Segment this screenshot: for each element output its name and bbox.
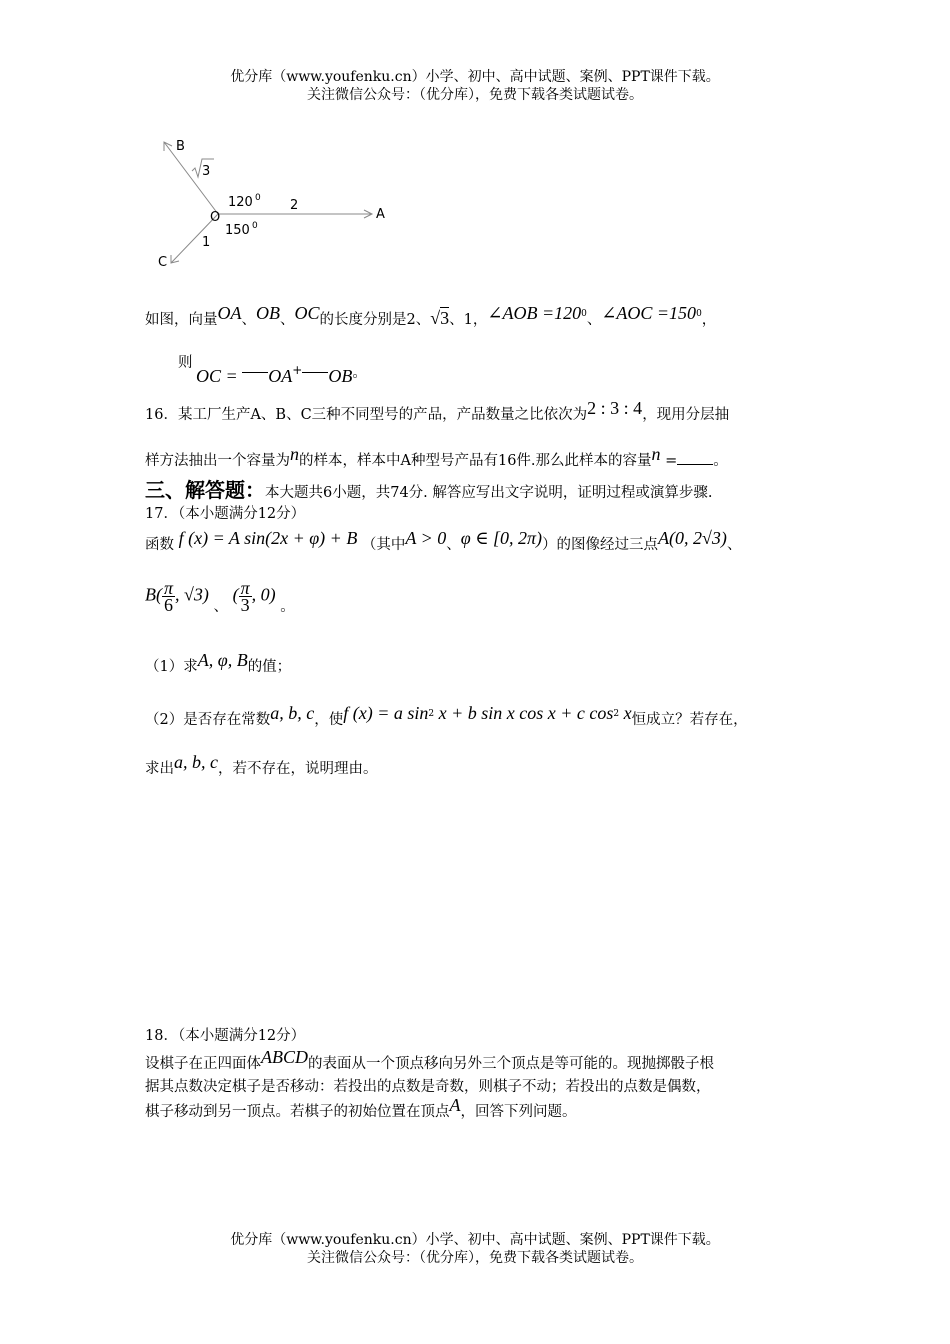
footer-line-2: 关注微信公众号：（优分库），免费下载各类试题试卷。 (307, 1250, 643, 1266)
label-150-sup: 0 (252, 221, 258, 231)
vector-diagram (140, 130, 410, 280)
q15-lengths: 的长度分别是2、 (319, 312, 431, 328)
angle-aoc-sup: 0 (696, 309, 702, 319)
eq-oc: OC = (196, 366, 238, 386)
q17-cond-a: （其中 (361, 537, 406, 553)
tetrahedron-abcd: ABCD (261, 1047, 308, 1067)
label-150: 150 (225, 223, 250, 238)
label-b: B (176, 139, 185, 154)
q17-part2-vars: a, b, c (270, 703, 315, 723)
q17-sep: 、 (726, 537, 742, 553)
q16-end: 。 (713, 453, 728, 469)
q17-part1-b: 的值； (247, 659, 292, 675)
section-3-title: 三、解答题： (145, 478, 265, 502)
q15-comma: ， (701, 312, 717, 328)
q18-l3-b: ，回答下列问题。 (460, 1104, 577, 1120)
q18-line-3 (145, 1095, 577, 1121)
q17-part3-a: 求出 (145, 761, 174, 777)
point-c-pre: ( (232, 584, 239, 605)
q18-line-1 (145, 1047, 714, 1073)
q16-text-3: 样方法抽出一个容量为 (145, 453, 290, 469)
q17-part3-b: ，若不存在，说明理由。 (218, 761, 378, 777)
q15-line-1 (145, 303, 717, 329)
vector-ob-label: OB (256, 303, 280, 323)
q16-text-2: ，现用分层抽 (642, 407, 730, 423)
q17-part2-b: ，使 (314, 712, 344, 728)
sqrt-3: √3 (430, 308, 450, 328)
point-c-post: , 0) (251, 584, 276, 605)
ratio: 2 : 3 : 4 (587, 398, 643, 418)
angle-aob: ∠AOB =120 (487, 303, 582, 323)
section-3-header (145, 474, 713, 503)
vector-oa-label: OA (217, 303, 242, 323)
label-a: A (376, 207, 385, 222)
q17-part2-func: f (x) = a sin (343, 703, 429, 723)
q17-part-1 (145, 650, 292, 676)
blank-coef-1 (242, 372, 268, 373)
q16-line-2 (145, 444, 728, 470)
frac-pi-3-den: 3 (240, 595, 250, 615)
q17-line-2 (145, 580, 295, 613)
var-n-2: n (651, 444, 661, 464)
angle-aoc: ∠AOC =150 (601, 303, 697, 323)
point-a: A(0, 2√3) (658, 528, 727, 548)
q15-equation (196, 363, 367, 387)
eq-end: 。 (352, 365, 367, 381)
label-2: 2 (290, 198, 299, 213)
q15-sep-3: 、 (586, 312, 602, 328)
label-120: 120 (228, 195, 253, 210)
frac-pi-3 (239, 580, 252, 613)
q18-head: 18．（本小题满分12分） (145, 1028, 306, 1044)
q17-part1-vars: A, φ, B (197, 650, 248, 670)
q15-sep-2: 、 (280, 312, 295, 328)
q17-sq-1: 2 (428, 709, 435, 719)
q15-sep-1: 、 (241, 312, 256, 328)
q17-part2-a: （2）是否存在常数 (145, 712, 271, 728)
q17-end: 。 (280, 598, 295, 615)
q16-eq: = (660, 453, 678, 469)
q17-cond-a-value: A > 0 (405, 528, 447, 548)
frac-pi-6 (162, 580, 175, 613)
frac-pi-6-den: 6 (164, 595, 174, 615)
vertex-a: A (449, 1095, 461, 1115)
q15-intro: 如图，向量 (145, 312, 218, 328)
q17-part2-mid: x + b sin x cos x + c cos (434, 703, 614, 723)
point-b-post: , √3) (175, 584, 209, 605)
q15-lengths-end: 、1， (449, 312, 488, 328)
label-120-sup: 0 (255, 193, 261, 203)
label-c: C (158, 255, 168, 270)
q18-l3-a: 棋子移动到另一顶点。若棋子的初始位置在顶点 (145, 1104, 450, 1120)
q17-part-3 (145, 752, 378, 778)
frac-pi-6-num: π (164, 578, 174, 598)
q18-line-2: 据其点数决定棋子是否移动：若投出的点数是奇数，则棋子不动；若投出的点数是偶数， (145, 1079, 711, 1095)
q17-cond-b: ）的图像经过三点 (542, 537, 659, 553)
label-o: O (210, 210, 221, 225)
q17-part1-a: （1）求 (145, 659, 198, 675)
label-sqrt3: 3 (202, 164, 211, 179)
vector-oc-label: OC (294, 303, 320, 323)
q16-line-1 (145, 398, 730, 424)
q17-func-label: 函数 (145, 537, 174, 553)
eq-oa: OA (268, 366, 293, 386)
blank-coef-2 (302, 372, 328, 373)
q17-sep-2: 、 (213, 598, 229, 615)
q17-function: f (x) = A sin(2x + φ) + B (178, 528, 358, 548)
header-line-2: 关注微信公众号：（优分库），免费下载各类试题试卷。 (307, 87, 643, 103)
q17-line-1 (145, 528, 742, 554)
eq-ob: OB (328, 366, 353, 386)
q17-part-2 (145, 703, 748, 729)
point-b-pre: B( (145, 584, 162, 605)
eq-plus: + (292, 363, 303, 377)
q17-cond-phi: φ ∈ [0, 2π) (460, 528, 543, 548)
q17-sq-2: 2 (613, 709, 620, 719)
q18-l1-b: 的表面从一个顶点移向另外三个顶点是等可能的。现抛掷骰子根 (308, 1056, 714, 1072)
q17-part3-vars: a, b, c (174, 752, 218, 772)
section-3-desc: 本大题共6小题，共74分. 解答应写出文字说明，证明过程或演算步骤. (265, 485, 713, 501)
header-line-1: 优分库（www.youfenku.cn）小学、初中、高中试题、案例、PPT课件下载。 (230, 69, 720, 85)
label-1: 1 (202, 235, 211, 250)
q16-text-4: 的样本，样本中A种型号产品有16件.那么此样本的容量 (299, 453, 652, 469)
q17-part2-c: 恒成立？若存在， (631, 712, 748, 728)
q18-l1-a: 设棋子在正四面体 (145, 1056, 261, 1072)
footer-line-1: 优分库（www.youfenku.cn）小学、初中、高中试题、案例、PPT课件下载。 (230, 1232, 720, 1248)
q16-text-1: 16．某工厂生产A、B、C三种不同型号的产品，产品数量之比依次为 (145, 407, 588, 423)
q15-then: 则 (178, 355, 193, 371)
q17-part2-x: x (619, 703, 632, 723)
var-n: n (290, 444, 299, 464)
frac-pi-3-num: π (240, 578, 250, 598)
q17-head: 17．（本小题满分12分） (145, 506, 306, 522)
q17-cond-sep: 、 (446, 537, 461, 553)
angle-aob-sup: 0 (581, 309, 587, 319)
answer-blank (677, 452, 713, 465)
